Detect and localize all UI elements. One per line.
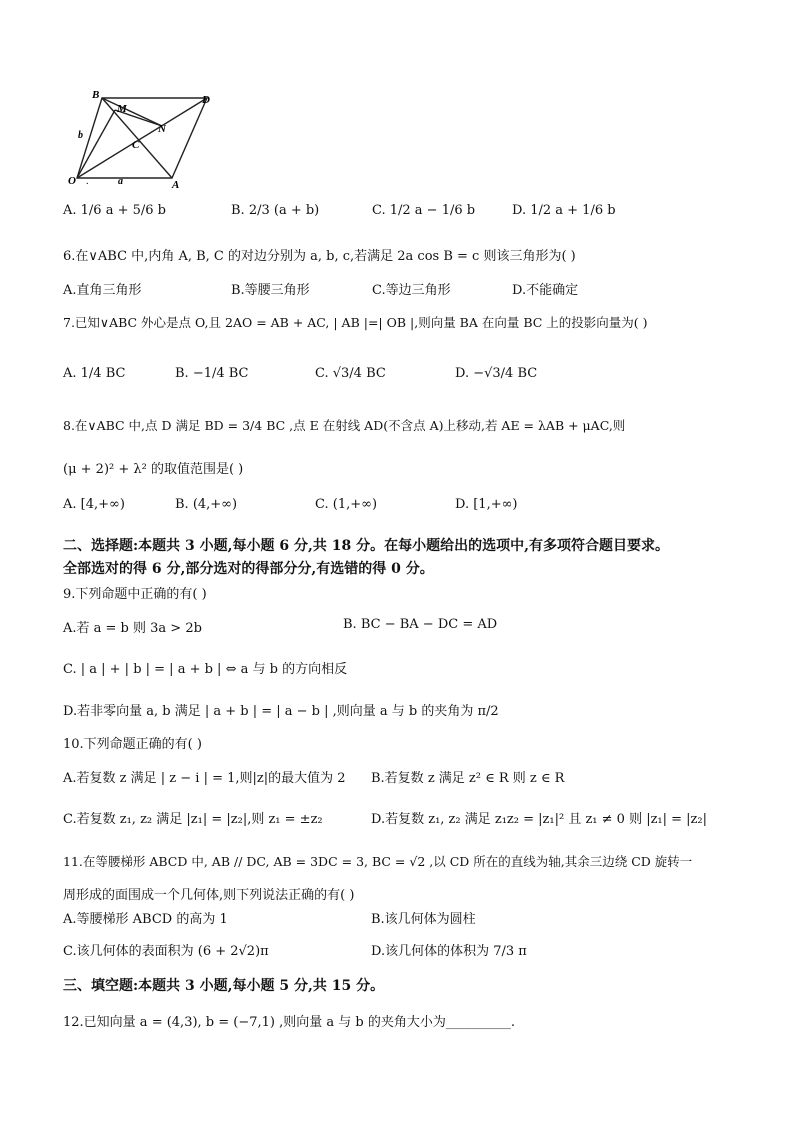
q7-option-a: A. 1/4 BC [63,366,126,381]
q10-option-b: B.若复数 z 满足 z² ∈ R 则 z ∈ R [371,771,565,786]
label-N: N [158,123,166,135]
q11-option-c: C.该几何体的表面积为 (6 + 2√2)π [63,944,269,959]
q11-stem-1: 11.在等腰梯形 ABCD 中, AB // DC, AB = 3DC = 3, BC = √2 ,以 CD 所在的直线为轴,其余三边绕 CD 旋转一 [63,854,693,869]
q7-option-c: C. √3/4 BC [315,366,386,381]
label-C: C [132,139,140,151]
label-A: A [172,179,180,191]
parallelogram-figure [62,88,222,193]
q8-option-b: B. (4,+∞) [175,497,238,512]
q9-option-c: C. | a | + | b | = | a + b | ⇔ a 与 b 的方向相反 [63,662,348,677]
q5-option-c: C. 1/2 a − 1/6 b [372,203,476,218]
q12-stem: 12.已知向量 a = (4,3), b = (−7,1) ,则向量 a 与 b 的夹角大小为__________. [63,1015,515,1030]
q10-stem: 10.下列命题正确的有( ) [63,737,202,752]
q8-stem-2: (μ + 2)² + λ² 的取值范围是( ) [63,462,244,477]
q8-stem: 8.在∨ABC 中,点 D 满足 BD = 3/4 BC ,点 E 在射线 AD(不含点 A)上移动,若 AE = λAB + μAC,则 [63,418,626,433]
q5-option-a: A. 1/6 a + 5/6 b [63,203,166,218]
q6-option-b: B.等腰三角形 [231,283,310,298]
q9-stem: 9.下列命题中正确的有( ) [63,587,207,602]
q8-option-d: D. [1,+∞) [455,497,518,512]
q9-option-a: A.若 a = b 则 3a > 2b [63,621,202,636]
q11-option-b: B.该几何体为圆柱 [371,912,476,927]
q9-option-b: B. BC − BA − DC = AD [343,617,498,632]
q9-option-d: D.若非零向量 a, b 满足 | a + b | = | a − b | ,则向量 a 与 b 的夹角为 π/2 [63,704,499,719]
q5-option-d: D. 1/2 a + 1/6 b [512,203,616,218]
q10-option-c: C.若复数 z₁, z₂ 满足 |z₁| = |z₂|,则 z₁ = ±z₂ [63,812,323,827]
label-D: D [202,94,210,106]
q6-option-a: A.直角三角形 [63,283,142,298]
q6-stem: 6.在∨ABC 中,内角 A, B, C 的对边分别为 a, b, c,若满足 2a cos B = c 则该三角形为( ) [63,249,576,264]
label-B: B [92,89,100,101]
q11-option-a: A.等腰梯形 ABCD 的高为 1 [63,912,228,927]
q10-option-d: D.若复数 z₁, z₂ 满足 z₁z₂ = |z₁|² 且 z₁ ≠ 0 则 |z₁| = |z₂| [371,812,708,827]
q10-option-a: A.若复数 z 满足 | z − i | = 1,则|z|的最大值为 2 [63,771,346,786]
q11-option-d: D.该几何体的体积为 7/3 π [371,944,527,959]
section3-header: 三、填空题:本题共 3 小题,每小题 5 分,共 15 分。 [63,978,385,994]
section2-header-line1: 二、选择题:本题共 3 小题,每小题 6 分,共 18 分。在每小题给出的选项中,有多项符合题目要求。 [63,538,669,554]
label-a: a [118,176,123,187]
q7-stem: 7.已知∨ABC 外心是点 O,且 2AO = AB + AC, | AB |=| OB |,则向量 BA 在向量 BC 上的投影向量为( ) [63,315,648,330]
q7-option-b: B. −1/4 BC [175,366,249,381]
q6-option-d: D.不能确定 [512,283,579,298]
label-b: b [78,130,83,141]
label-dot: . [86,176,89,187]
q11-stem-2: 周形成的面围成一个几何体,则下列说法正确的有( ) [63,888,355,903]
q8-option-a: A. [4,+∞) [63,497,125,512]
label-M: M [117,103,127,115]
section2-header-line2: 全部选对的得 6 分,部分选对的得部分分,有选错的得 0 分。 [63,561,434,577]
q6-option-c: C.等边三角形 [372,283,451,298]
label-O: O [68,175,76,187]
q8-option-c: C. (1,+∞) [315,497,378,512]
q7-option-d: D. −√3/4 BC [455,366,538,381]
q5-option-b: B. 2/3 (a + b) [231,203,320,218]
